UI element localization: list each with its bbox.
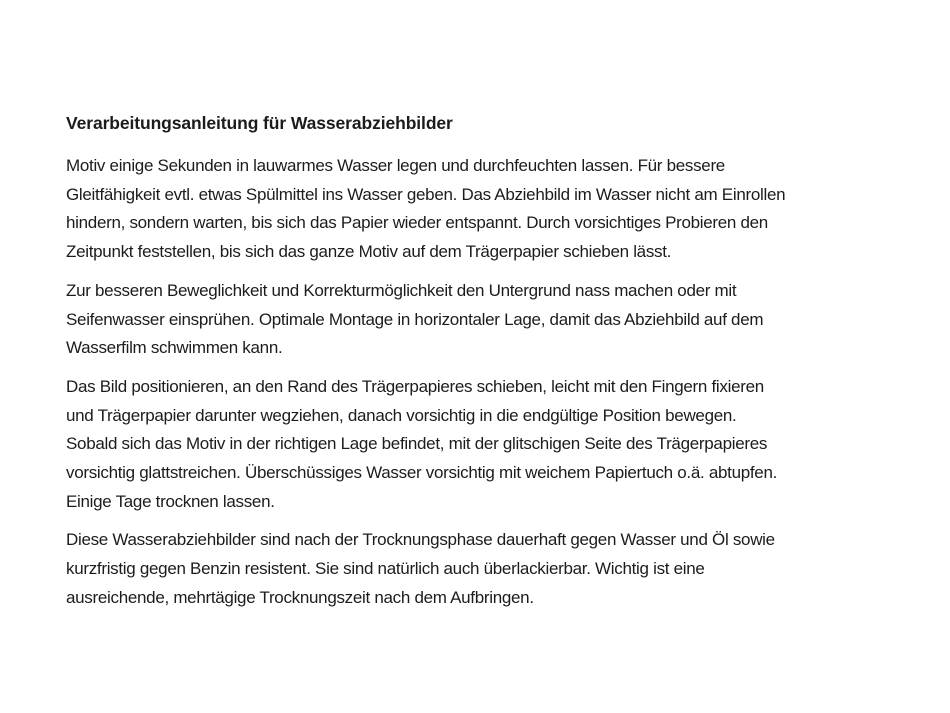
text-line: Das Bild positionieren, an den Rand des Trägerpapieres schieben, leicht mit den Fingern fixieren <box>66 376 764 396</box>
text-line: Gleitfähigkeit evtl. etwas Spülmittel ins Wasser geben. Das Abziehbild im Wasser nicht am Einrollen <box>66 184 786 204</box>
text-line: hindern, sondern warten, bis sich das Papier wieder entspannt. Durch vorsichtiges Probieren den <box>66 213 768 233</box>
paragraph-soaking <box>66 152 884 267</box>
text-line: Zur besseren Beweglichkeit und Korrekturmöglichkeit den Untergrund nass machen oder mit <box>66 280 737 300</box>
text-line: Sobald sich das Motiv in der richtigen Lage befindet, mit der glitschigen Seite des Trägerpapieres <box>66 434 768 454</box>
text-line: Einige Tage trocknen lassen. <box>66 491 275 511</box>
paragraph-positioning <box>66 373 884 517</box>
text-line: Wasserfilm schwimmen kann. <box>66 338 283 358</box>
text-line: und Trägerpapier darunter wegziehen, danach vorsichtig in die endgültige Position bewegen. <box>66 405 737 425</box>
document-title: Verarbeitungsanleitung für Wasserabziehbilder <box>66 113 453 133</box>
text-line: ausreichende, mehrtägige Trocknungszeit nach dem Aufbringen. <box>66 587 534 607</box>
text-line: Diese Wasserabziehbilder sind nach der Trocknungsphase dauerhaft gegen Wasser und Öl sowie <box>66 530 775 550</box>
paragraph-durability <box>66 526 884 612</box>
text-line: Motiv einige Sekunden in lauwarmes Wasser legen und durchfeuchten lassen. Für bessere <box>66 156 725 175</box>
text-line: Seifenwasser einsprühen. Optimale Montage in horizontaler Lage, damit das Abziehbild auf dem <box>66 309 764 329</box>
text-line: Zeitpunkt feststellen, bis sich das ganze Motiv auf dem Trägerpapier schieben lässt. <box>66 242 672 262</box>
text-line: vorsichtig glattstreichen. Überschüssiges Wasser vorsichtig mit weichem Papiertuch o.ä. abtupfen. <box>66 463 778 483</box>
text-line: kurzfristig gegen Benzin resistent. Sie sind natürlich auch überlackierbar. Wichtig ist eine <box>66 559 705 579</box>
paragraph-surface-prep <box>66 277 884 363</box>
